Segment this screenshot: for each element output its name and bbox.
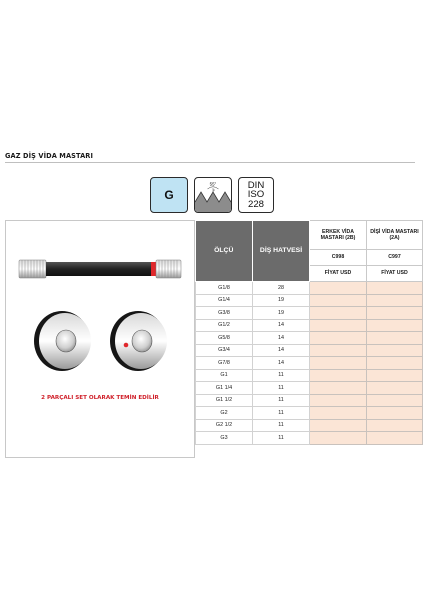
ring-price-cell — [367, 282, 423, 295]
plug-gauge-price-label: FİYAT USD — [310, 266, 367, 282]
specification-table — [195, 220, 423, 445]
tpi-cell: 11 — [253, 369, 310, 382]
tpi-cell: 11 — [253, 407, 310, 420]
col-tpi-header: DİŞ HATVESİ — [253, 221, 310, 282]
tpi-cell: 11 — [253, 419, 310, 432]
size-cell: G1/2 — [196, 319, 253, 332]
tpi-cell: 19 — [253, 294, 310, 307]
plug-price-cell — [310, 419, 367, 432]
plug-price-cell — [310, 294, 367, 307]
table-row — [196, 307, 423, 320]
table-row — [196, 319, 423, 332]
size-cell: G1 1/2 — [196, 394, 253, 407]
table-row — [196, 344, 423, 357]
table-row — [196, 407, 423, 420]
ring-price-cell — [367, 294, 423, 307]
ring-price-cell — [367, 382, 423, 395]
plug-gauge-code: C998 — [310, 250, 367, 266]
ring-price-cell — [367, 307, 423, 320]
size-cell: G1 — [196, 369, 253, 382]
ring-gauge-header: DİŞİ VİDA MASTARI (2A) — [367, 221, 423, 250]
tpi-cell: 11 — [253, 394, 310, 407]
plug-price-cell — [310, 344, 367, 357]
ring-gauge-go — [34, 311, 91, 371]
thread-type-badge — [150, 177, 188, 213]
table-row — [196, 332, 423, 345]
thread-profile-icon — [195, 178, 231, 212]
ring-price-cell — [367, 332, 423, 345]
ring-gauge-price-label: FİYAT USD — [367, 266, 423, 282]
plug-price-cell — [310, 394, 367, 407]
col-size-header: ÖLÇÜ — [196, 221, 253, 282]
tpi-cell: 14 — [253, 344, 310, 357]
table-row — [196, 369, 423, 382]
plug-price-cell — [310, 407, 367, 420]
plug-price-cell — [310, 307, 367, 320]
size-cell: G5/8 — [196, 332, 253, 345]
tpi-cell: 14 — [253, 319, 310, 332]
ring-price-cell — [367, 344, 423, 357]
ring-gauge-no-go — [110, 311, 167, 371]
size-cell: G2 1/2 — [196, 419, 253, 432]
tpi-cell: 11 — [253, 382, 310, 395]
plug-price-cell — [310, 319, 367, 332]
svg-text:P: P — [213, 189, 215, 193]
set-caption: 2 PARÇALI SET OLARAK TEMİN EDİLİR — [41, 395, 159, 401]
table-row — [196, 432, 423, 445]
plug-price-cell — [310, 357, 367, 370]
ring-price-cell — [367, 394, 423, 407]
plug-gauge — [19, 260, 181, 278]
plug-price-cell — [310, 282, 367, 295]
size-cell: G3 — [196, 432, 253, 445]
thread-profile-badge — [194, 177, 232, 213]
table-row — [196, 357, 423, 370]
ring-price-cell — [367, 432, 423, 445]
size-cell: G2 — [196, 407, 253, 420]
size-cell: G1 1/4 — [196, 382, 253, 395]
ring-price-cell — [367, 407, 423, 420]
ring-price-cell — [367, 419, 423, 432]
no-go-red-dot — [124, 343, 129, 348]
plug-price-cell — [310, 432, 367, 445]
ring-price-cell — [367, 369, 423, 382]
title-divider — [5, 162, 415, 163]
tpi-cell: 11 — [253, 432, 310, 445]
size-cell: G3/8 — [196, 307, 253, 320]
table-row — [196, 382, 423, 395]
size-cell: G1/8 — [196, 282, 253, 295]
ring-gauge-code: C997 — [367, 250, 423, 266]
table-row — [196, 294, 423, 307]
standard-badge — [238, 177, 274, 213]
standard-line-iso: ISO — [247, 189, 265, 201]
standard-line-din: DIN — [247, 179, 265, 191]
ring-price-cell — [367, 357, 423, 370]
standard-line-number: 228 — [247, 198, 264, 210]
plug-price-cell — [310, 382, 367, 395]
thread-angle-text: 55° — [209, 181, 217, 187]
size-cell: G1/4 — [196, 294, 253, 307]
tpi-cell: 19 — [253, 307, 310, 320]
size-cell: G7/8 — [196, 357, 253, 370]
tpi-cell: 28 — [253, 282, 310, 295]
plug-gauge-header: ERKEK VİDA MASTARI (2B) — [310, 221, 367, 250]
product-image-panel — [5, 220, 195, 458]
tpi-cell: 14 — [253, 332, 310, 345]
table-row — [196, 394, 423, 407]
ring-price-cell — [367, 319, 423, 332]
table-row — [196, 282, 423, 295]
page-title: GAZ DİŞ VİDA MASTARI — [5, 152, 94, 160]
thread-type-label: G — [164, 188, 174, 202]
tpi-cell: 14 — [253, 357, 310, 370]
gauge-set-illustration — [6, 221, 194, 391]
size-cell: G3/4 — [196, 344, 253, 357]
plug-price-cell — [310, 332, 367, 345]
plug-price-cell — [310, 369, 367, 382]
table-row — [196, 419, 423, 432]
